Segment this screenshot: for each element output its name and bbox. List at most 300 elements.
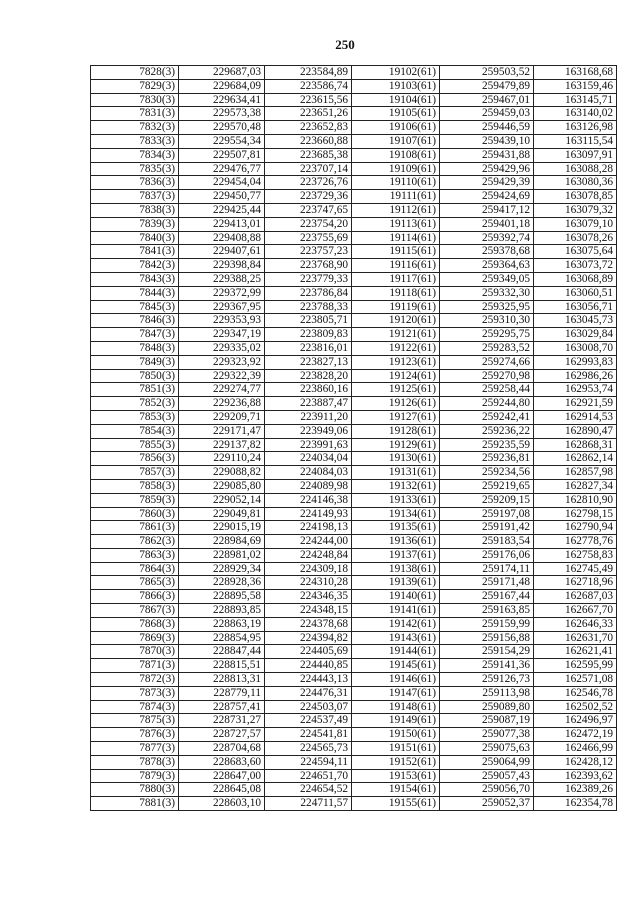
cell-point-id-b: 19131(61) <box>352 466 440 480</box>
cell-x-coordinate-a: 229454,04 <box>179 176 265 190</box>
cell-y-coordinate-a: 223786,84 <box>265 286 352 300</box>
table-row <box>91 535 617 549</box>
cell-y-coordinate-b: 162986,26 <box>534 369 617 383</box>
cell-x-coordinate-a: 229507,81 <box>179 148 265 162</box>
table-row <box>91 300 617 314</box>
cell-x-coordinate-b: 259167,44 <box>440 590 534 604</box>
cell-y-coordinate-b: 163060,51 <box>534 286 617 300</box>
cell-y-coordinate-b: 162745,49 <box>534 562 617 576</box>
cell-point-id-a: 7830(3) <box>91 93 179 107</box>
cell-point-id-b: 19119(61) <box>352 300 440 314</box>
cell-y-coordinate-b: 162921,59 <box>534 397 617 411</box>
cell-y-coordinate-b: 162914,53 <box>534 410 617 424</box>
table-row <box>91 590 617 604</box>
cell-y-coordinate-b: 162571,08 <box>534 673 617 687</box>
cell-point-id-a: 7859(3) <box>91 493 179 507</box>
table-row <box>91 769 617 783</box>
cell-point-id-b: 19107(61) <box>352 134 440 148</box>
table-row <box>91 493 617 507</box>
cell-y-coordinate-a: 223788,33 <box>265 300 352 314</box>
cell-point-id-b: 19145(61) <box>352 659 440 673</box>
cell-point-id-a: 7849(3) <box>91 355 179 369</box>
cell-y-coordinate-a: 223805,71 <box>265 314 352 328</box>
cell-x-coordinate-b: 259242,41 <box>440 410 534 424</box>
cell-y-coordinate-b: 162389,26 <box>534 783 617 797</box>
cell-y-coordinate-b: 163168,68 <box>534 66 617 80</box>
table-row <box>91 355 617 369</box>
cell-point-id-b: 19147(61) <box>352 686 440 700</box>
cell-x-coordinate-a: 228683,60 <box>179 755 265 769</box>
cell-x-coordinate-a: 229236,88 <box>179 397 265 411</box>
cell-y-coordinate-a: 224440,85 <box>265 659 352 673</box>
cell-point-id-b: 19136(61) <box>352 535 440 549</box>
cell-point-id-b: 19146(61) <box>352 673 440 687</box>
cell-y-coordinate-b: 162472,19 <box>534 728 617 742</box>
cell-point-id-a: 7851(3) <box>91 383 179 397</box>
cell-y-coordinate-b: 163079,32 <box>534 203 617 217</box>
cell-y-coordinate-b: 163088,28 <box>534 162 617 176</box>
cell-y-coordinate-b: 163073,72 <box>534 259 617 273</box>
cell-x-coordinate-b: 259417,12 <box>440 203 534 217</box>
cell-y-coordinate-b: 163080,36 <box>534 176 617 190</box>
cell-point-id-a: 7833(3) <box>91 134 179 148</box>
cell-x-coordinate-a: 229353,93 <box>179 314 265 328</box>
cell-point-id-b: 19152(61) <box>352 755 440 769</box>
cell-x-coordinate-b: 259310,30 <box>440 314 534 328</box>
cell-point-id-a: 7860(3) <box>91 507 179 521</box>
cell-y-coordinate-a: 223991,63 <box>265 438 352 452</box>
cell-y-coordinate-b: 163159,46 <box>534 79 617 93</box>
cell-x-coordinate-b: 259141,36 <box>440 659 534 673</box>
cell-x-coordinate-a: 228928,36 <box>179 576 265 590</box>
cell-point-id-b: 19108(61) <box>352 148 440 162</box>
cell-x-coordinate-b: 259479,89 <box>440 79 534 93</box>
cell-point-id-b: 19134(61) <box>352 507 440 521</box>
cell-point-id-b: 19104(61) <box>352 93 440 107</box>
cell-x-coordinate-a: 228847,44 <box>179 645 265 659</box>
cell-y-coordinate-a: 224146,38 <box>265 493 352 507</box>
cell-x-coordinate-a: 228815,51 <box>179 659 265 673</box>
cell-y-coordinate-a: 223809,83 <box>265 328 352 342</box>
cell-point-id-a: 7881(3) <box>91 797 179 811</box>
cell-y-coordinate-a: 224565,73 <box>265 742 352 756</box>
cell-point-id-b: 19115(61) <box>352 245 440 259</box>
cell-point-id-b: 19132(61) <box>352 479 440 493</box>
cell-x-coordinate-a: 229407,61 <box>179 245 265 259</box>
cell-point-id-b: 19121(61) <box>352 328 440 342</box>
cell-y-coordinate-b: 162546,78 <box>534 686 617 700</box>
cell-point-id-b: 19148(61) <box>352 700 440 714</box>
cell-x-coordinate-b: 259459,03 <box>440 107 534 121</box>
table-row <box>91 272 617 286</box>
cell-y-coordinate-b: 163140,02 <box>534 107 617 121</box>
cell-x-coordinate-b: 259349,05 <box>440 272 534 286</box>
cell-point-id-a: 7878(3) <box>91 755 179 769</box>
cell-x-coordinate-b: 259113,98 <box>440 686 534 700</box>
cell-point-id-a: 7877(3) <box>91 742 179 756</box>
table-row <box>91 452 617 466</box>
cell-point-id-a: 7857(3) <box>91 466 179 480</box>
cell-x-coordinate-a: 229413,01 <box>179 217 265 231</box>
cell-y-coordinate-b: 162758,83 <box>534 548 617 562</box>
cell-x-coordinate-b: 259429,39 <box>440 176 534 190</box>
cell-x-coordinate-a: 229085,80 <box>179 479 265 493</box>
cell-y-coordinate-a: 224537,49 <box>265 714 352 728</box>
cell-x-coordinate-a: 228895,58 <box>179 590 265 604</box>
cell-x-coordinate-b: 259077,38 <box>440 728 534 742</box>
cell-x-coordinate-b: 259219,65 <box>440 479 534 493</box>
cell-point-id-a: 7864(3) <box>91 562 179 576</box>
cell-point-id-a: 7828(3) <box>91 66 179 80</box>
cell-y-coordinate-a: 223768,90 <box>265 259 352 273</box>
cell-y-coordinate-b: 162868,31 <box>534 438 617 452</box>
cell-y-coordinate-b: 162953,74 <box>534 383 617 397</box>
cell-x-coordinate-b: 259392,74 <box>440 231 534 245</box>
cell-point-id-b: 19113(61) <box>352 217 440 231</box>
cell-point-id-a: 7843(3) <box>91 272 179 286</box>
table-row <box>91 341 617 355</box>
table-row <box>91 700 617 714</box>
cell-point-id-a: 7831(3) <box>91 107 179 121</box>
cell-point-id-b: 19118(61) <box>352 286 440 300</box>
table-row <box>91 148 617 162</box>
cell-x-coordinate-b: 259234,56 <box>440 466 534 480</box>
cell-y-coordinate-b: 162502,52 <box>534 700 617 714</box>
cell-x-coordinate-b: 259424,69 <box>440 190 534 204</box>
table-row <box>91 410 617 424</box>
cell-x-coordinate-b: 259087,19 <box>440 714 534 728</box>
cell-point-id-b: 19129(61) <box>352 438 440 452</box>
cell-point-id-a: 7855(3) <box>91 438 179 452</box>
cell-x-coordinate-b: 259191,42 <box>440 521 534 535</box>
cell-point-id-a: 7876(3) <box>91 728 179 742</box>
table-row <box>91 397 617 411</box>
cell-y-coordinate-a: 223911,20 <box>265 410 352 424</box>
cell-point-id-b: 19151(61) <box>352 742 440 756</box>
cell-y-coordinate-a: 223779,33 <box>265 272 352 286</box>
cell-x-coordinate-a: 229088,82 <box>179 466 265 480</box>
cell-y-coordinate-a: 224394,82 <box>265 631 352 645</box>
cell-y-coordinate-b: 162810,90 <box>534 493 617 507</box>
cell-point-id-a: 7835(3) <box>91 162 179 176</box>
cell-x-coordinate-a: 229322,39 <box>179 369 265 383</box>
cell-x-coordinate-a: 229137,82 <box>179 438 265 452</box>
table-row <box>91 742 617 756</box>
cell-y-coordinate-a: 224651,70 <box>265 769 352 783</box>
cell-y-coordinate-b: 162595,99 <box>534 659 617 673</box>
cell-y-coordinate-a: 224309,18 <box>265 562 352 576</box>
cell-x-coordinate-a: 229450,77 <box>179 190 265 204</box>
cell-y-coordinate-b: 162778,76 <box>534 535 617 549</box>
cell-x-coordinate-a: 228854,95 <box>179 631 265 645</box>
cell-y-coordinate-b: 162354,78 <box>534 797 617 811</box>
table-row <box>91 466 617 480</box>
cell-y-coordinate-a: 223660,88 <box>265 134 352 148</box>
table-row <box>91 121 617 135</box>
cell-y-coordinate-b: 163045,73 <box>534 314 617 328</box>
cell-y-coordinate-a: 224378,68 <box>265 617 352 631</box>
cell-y-coordinate-b: 162798,15 <box>534 507 617 521</box>
table-row <box>91 562 617 576</box>
table-row <box>91 686 617 700</box>
cell-point-id-a: 7875(3) <box>91 714 179 728</box>
cell-y-coordinate-a: 223755,69 <box>265 231 352 245</box>
cell-y-coordinate-b: 162890,47 <box>534 424 617 438</box>
cell-x-coordinate-b: 259258,44 <box>440 383 534 397</box>
cell-y-coordinate-a: 224443,13 <box>265 673 352 687</box>
cell-point-id-b: 19149(61) <box>352 714 440 728</box>
cell-point-id-a: 7865(3) <box>91 576 179 590</box>
cell-x-coordinate-b: 259332,30 <box>440 286 534 300</box>
cell-y-coordinate-b: 163075,64 <box>534 245 617 259</box>
cell-x-coordinate-a: 229634,41 <box>179 93 265 107</box>
cell-point-id-a: 7861(3) <box>91 521 179 535</box>
cell-point-id-a: 7858(3) <box>91 479 179 493</box>
cell-point-id-b: 19144(61) <box>352 645 440 659</box>
cell-x-coordinate-a: 228863,19 <box>179 617 265 631</box>
cell-y-coordinate-a: 224541,81 <box>265 728 352 742</box>
table-row <box>91 93 617 107</box>
table-row <box>91 259 617 273</box>
cell-y-coordinate-a: 223754,20 <box>265 217 352 231</box>
cell-y-coordinate-b: 162646,33 <box>534 617 617 631</box>
cell-point-id-b: 19122(61) <box>352 341 440 355</box>
page-number: 250 <box>335 37 355 52</box>
cell-y-coordinate-a: 224405,69 <box>265 645 352 659</box>
cell-x-coordinate-a: 229684,09 <box>179 79 265 93</box>
cell-y-coordinate-a: 224248,84 <box>265 548 352 562</box>
cell-point-id-a: 7872(3) <box>91 673 179 687</box>
table-row <box>91 286 617 300</box>
table-row <box>91 673 617 687</box>
cell-point-id-b: 19143(61) <box>352 631 440 645</box>
cell-y-coordinate-b: 162862,14 <box>534 452 617 466</box>
cell-y-coordinate-b: 162428,12 <box>534 755 617 769</box>
cell-y-coordinate-a: 223949,06 <box>265 424 352 438</box>
cell-y-coordinate-a: 223816,01 <box>265 341 352 355</box>
cell-y-coordinate-b: 162993,83 <box>534 355 617 369</box>
cell-x-coordinate-a: 228704,68 <box>179 742 265 756</box>
cell-y-coordinate-a: 224089,98 <box>265 479 352 493</box>
table-row <box>91 176 617 190</box>
cell-y-coordinate-a: 223584,89 <box>265 66 352 80</box>
cell-x-coordinate-a: 228929,34 <box>179 562 265 576</box>
cell-point-id-a: 7829(3) <box>91 79 179 93</box>
table-row <box>91 134 617 148</box>
cell-y-coordinate-b: 163115,54 <box>534 134 617 148</box>
cell-y-coordinate-a: 224149,93 <box>265 507 352 521</box>
cell-x-coordinate-a: 229570,48 <box>179 121 265 135</box>
coordinates-table <box>90 65 617 811</box>
cell-y-coordinate-b: 162496,97 <box>534 714 617 728</box>
cell-y-coordinate-b: 163078,26 <box>534 231 617 245</box>
cell-point-id-b: 19126(61) <box>352 397 440 411</box>
table-row <box>91 576 617 590</box>
cell-x-coordinate-a: 228984,69 <box>179 535 265 549</box>
cell-x-coordinate-b: 259126,73 <box>440 673 534 687</box>
cell-y-coordinate-b: 163068,89 <box>534 272 617 286</box>
cell-point-id-b: 19139(61) <box>352 576 440 590</box>
cell-x-coordinate-b: 259439,10 <box>440 134 534 148</box>
cell-y-coordinate-b: 163145,71 <box>534 93 617 107</box>
cell-y-coordinate-b: 162393,62 <box>534 769 617 783</box>
cell-x-coordinate-b: 259057,43 <box>440 769 534 783</box>
cell-y-coordinate-a: 223828,20 <box>265 369 352 383</box>
cell-point-id-a: 7840(3) <box>91 231 179 245</box>
cell-x-coordinate-b: 259089,80 <box>440 700 534 714</box>
cell-x-coordinate-a: 228647,00 <box>179 769 265 783</box>
cell-y-coordinate-a: 223729,36 <box>265 190 352 204</box>
cell-point-id-b: 19130(61) <box>352 452 440 466</box>
cell-x-coordinate-b: 259176,06 <box>440 548 534 562</box>
cell-y-coordinate-a: 224476,31 <box>265 686 352 700</box>
cell-x-coordinate-a: 228731,27 <box>179 714 265 728</box>
cell-x-coordinate-a: 228603,10 <box>179 797 265 811</box>
cell-x-coordinate-a: 229573,38 <box>179 107 265 121</box>
cell-point-id-a: 7880(3) <box>91 783 179 797</box>
cell-point-id-b: 19133(61) <box>352 493 440 507</box>
cell-x-coordinate-b: 259197,08 <box>440 507 534 521</box>
table-row <box>91 783 617 797</box>
cell-x-coordinate-a: 228757,41 <box>179 700 265 714</box>
cell-x-coordinate-b: 259159,99 <box>440 617 534 631</box>
table-row <box>91 728 617 742</box>
cell-point-id-a: 7839(3) <box>91 217 179 231</box>
cell-y-coordinate-a: 224348,15 <box>265 604 352 618</box>
cell-point-id-a: 7837(3) <box>91 190 179 204</box>
cell-point-id-a: 7868(3) <box>91 617 179 631</box>
cell-y-coordinate-b: 162827,34 <box>534 479 617 493</box>
table-row <box>91 107 617 121</box>
cell-x-coordinate-a: 229367,95 <box>179 300 265 314</box>
cell-y-coordinate-a: 224198,13 <box>265 521 352 535</box>
cell-point-id-b: 19127(61) <box>352 410 440 424</box>
cell-point-id-b: 19142(61) <box>352 617 440 631</box>
cell-point-id-a: 7854(3) <box>91 424 179 438</box>
cell-point-id-b: 19154(61) <box>352 783 440 797</box>
cell-x-coordinate-a: 228727,57 <box>179 728 265 742</box>
table-row <box>91 548 617 562</box>
cell-x-coordinate-a: 228981,02 <box>179 548 265 562</box>
cell-point-id-a: 7867(3) <box>91 604 179 618</box>
cell-x-coordinate-a: 229347,19 <box>179 328 265 342</box>
cell-y-coordinate-b: 163008,70 <box>534 341 617 355</box>
cell-y-coordinate-a: 224503,07 <box>265 700 352 714</box>
cell-x-coordinate-a: 229049,81 <box>179 507 265 521</box>
cell-y-coordinate-b: 162790,94 <box>534 521 617 535</box>
table-row <box>91 521 617 535</box>
table-row <box>91 507 617 521</box>
cell-point-id-b: 19102(61) <box>352 66 440 80</box>
cell-point-id-a: 7862(3) <box>91 535 179 549</box>
cell-y-coordinate-b: 163078,85 <box>534 190 617 204</box>
cell-point-id-a: 7838(3) <box>91 203 179 217</box>
table-row <box>91 231 617 245</box>
cell-point-id-b: 19103(61) <box>352 79 440 93</box>
cell-point-id-a: 7841(3) <box>91 245 179 259</box>
cell-point-id-b: 19111(61) <box>352 190 440 204</box>
cell-point-id-a: 7836(3) <box>91 176 179 190</box>
cell-y-coordinate-b: 163056,71 <box>534 300 617 314</box>
table-row <box>91 217 617 231</box>
cell-point-id-b: 19120(61) <box>352 314 440 328</box>
table-row <box>91 245 617 259</box>
cell-x-coordinate-b: 259378,68 <box>440 245 534 259</box>
cell-y-coordinate-b: 163029,84 <box>534 328 617 342</box>
cell-y-coordinate-b: 162718,96 <box>534 576 617 590</box>
cell-point-id-a: 7834(3) <box>91 148 179 162</box>
cell-y-coordinate-a: 224346,35 <box>265 590 352 604</box>
cell-point-id-a: 7850(3) <box>91 369 179 383</box>
table-row <box>91 203 617 217</box>
table-row <box>91 79 617 93</box>
cell-point-id-b: 19114(61) <box>352 231 440 245</box>
cell-x-coordinate-b: 259236,22 <box>440 424 534 438</box>
cell-x-coordinate-b: 259295,75 <box>440 328 534 342</box>
cell-point-id-a: 7873(3) <box>91 686 179 700</box>
coordinates-table-body <box>91 66 617 811</box>
cell-x-coordinate-b: 259429,96 <box>440 162 534 176</box>
cell-point-id-b: 19124(61) <box>352 369 440 383</box>
cell-point-id-b: 19112(61) <box>352 203 440 217</box>
cell-point-id-a: 7869(3) <box>91 631 179 645</box>
cell-point-id-b: 19106(61) <box>352 121 440 135</box>
table-row <box>91 438 617 452</box>
table-row <box>91 617 617 631</box>
cell-x-coordinate-a: 229323,92 <box>179 355 265 369</box>
cell-x-coordinate-b: 259274,66 <box>440 355 534 369</box>
cell-y-coordinate-a: 224244,00 <box>265 535 352 549</box>
cell-x-coordinate-b: 259503,52 <box>440 66 534 80</box>
cell-point-id-b: 19110(61) <box>352 176 440 190</box>
cell-y-coordinate-a: 223685,38 <box>265 148 352 162</box>
cell-point-id-b: 19138(61) <box>352 562 440 576</box>
table-row <box>91 604 617 618</box>
cell-x-coordinate-a: 229052,14 <box>179 493 265 507</box>
cell-point-id-a: 7852(3) <box>91 397 179 411</box>
cell-x-coordinate-a: 228893,85 <box>179 604 265 618</box>
cell-point-id-b: 19117(61) <box>352 272 440 286</box>
cell-y-coordinate-a: 223860,16 <box>265 383 352 397</box>
table-row <box>91 755 617 769</box>
table-row <box>91 314 617 328</box>
table-row <box>91 162 617 176</box>
table-row <box>91 714 617 728</box>
table-row <box>91 645 617 659</box>
cell-x-coordinate-a: 229398,84 <box>179 259 265 273</box>
cell-x-coordinate-a: 229425,44 <box>179 203 265 217</box>
cell-y-coordinate-a: 223707,14 <box>265 162 352 176</box>
cell-point-id-a: 7856(3) <box>91 452 179 466</box>
cell-x-coordinate-a: 229687,03 <box>179 66 265 80</box>
cell-point-id-a: 7866(3) <box>91 590 179 604</box>
table-row <box>91 631 617 645</box>
cell-y-coordinate-a: 223757,23 <box>265 245 352 259</box>
cell-point-id-a: 7848(3) <box>91 341 179 355</box>
cell-y-coordinate-b: 163126,98 <box>534 121 617 135</box>
cell-x-coordinate-b: 259171,48 <box>440 576 534 590</box>
table-row <box>91 383 617 397</box>
cell-x-coordinate-b: 259163,85 <box>440 604 534 618</box>
cell-point-id-a: 7879(3) <box>91 769 179 783</box>
cell-point-id-b: 19128(61) <box>352 424 440 438</box>
cell-point-id-b: 19155(61) <box>352 797 440 811</box>
cell-point-id-b: 19140(61) <box>352 590 440 604</box>
cell-x-coordinate-b: 259052,37 <box>440 797 534 811</box>
cell-y-coordinate-b: 163097,91 <box>534 148 617 162</box>
cell-y-coordinate-a: 223586,74 <box>265 79 352 93</box>
cell-x-coordinate-b: 259235,59 <box>440 438 534 452</box>
